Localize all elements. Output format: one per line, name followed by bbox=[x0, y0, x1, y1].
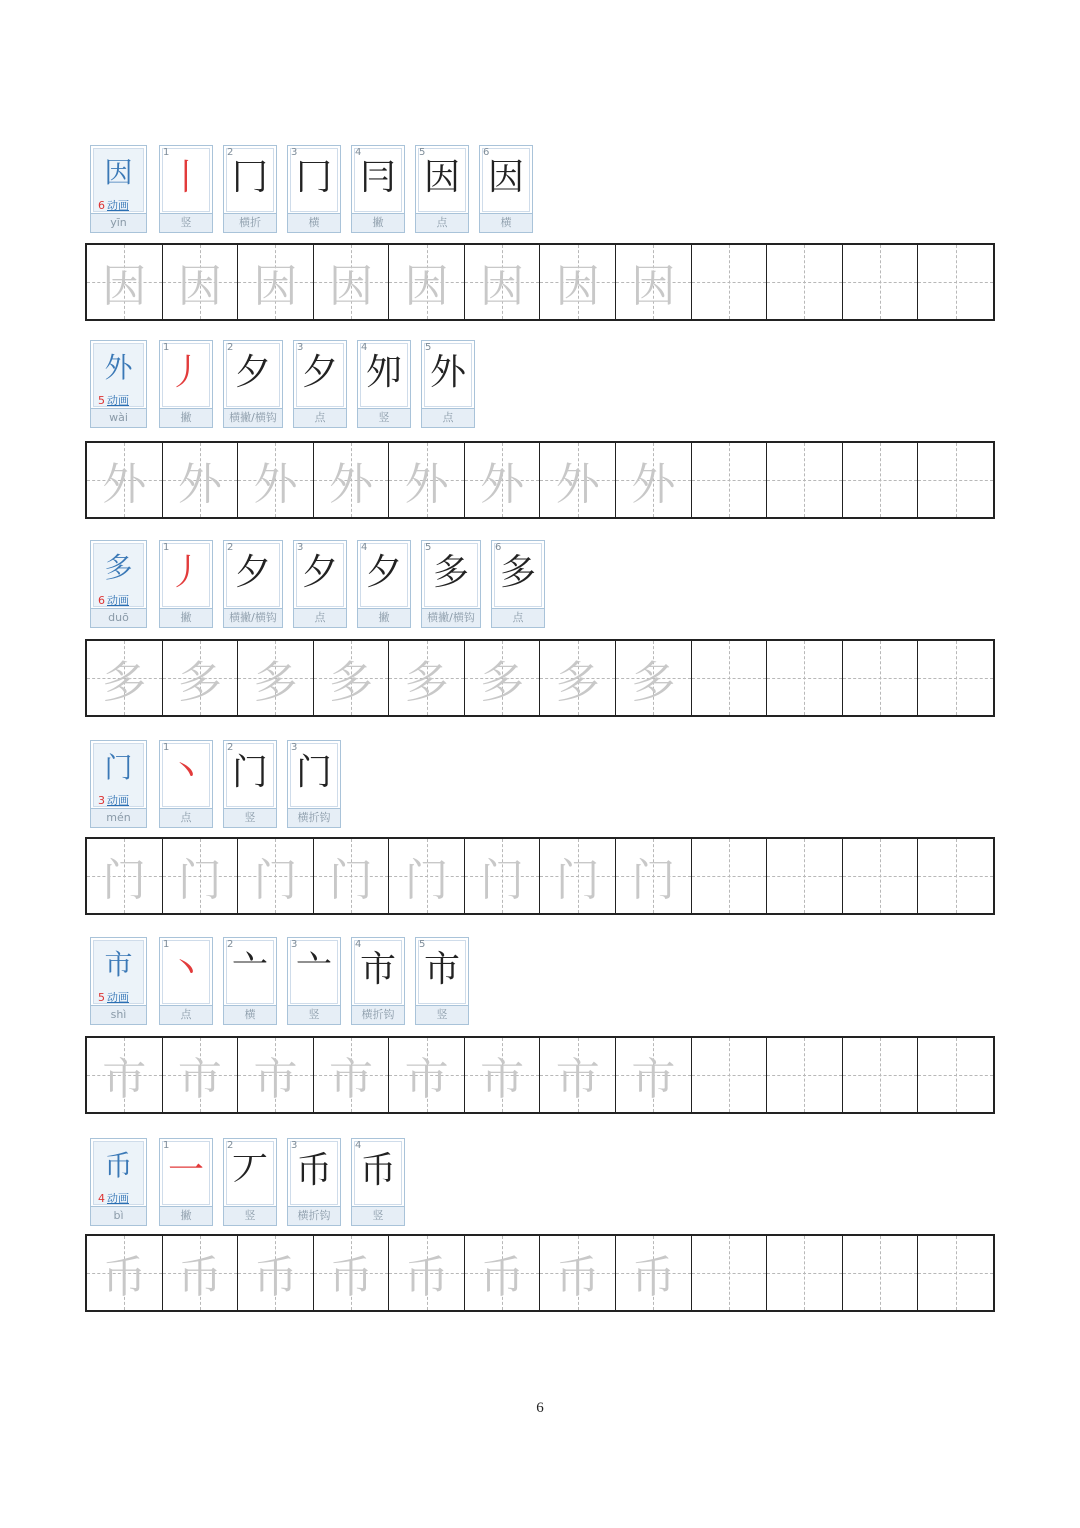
stroke-name-label: 横折钩 bbox=[288, 1206, 340, 1225]
stroke-step-number: 1 bbox=[163, 342, 170, 353]
trace-glyph: 市 bbox=[329, 1054, 374, 1105]
stroke-count bbox=[98, 989, 129, 1005]
practice-cell[interactable] bbox=[918, 443, 993, 517]
practice-cell[interactable] bbox=[692, 641, 768, 715]
practice-grid bbox=[85, 837, 995, 915]
stroke-step-number: 6 bbox=[495, 542, 502, 553]
stroke-count-number: 6 bbox=[98, 594, 105, 607]
practice-cell[interactable] bbox=[918, 1236, 993, 1310]
stroke-step-card bbox=[159, 937, 213, 1025]
stroke-step-card bbox=[223, 540, 283, 628]
stroke-step-glyph: 夘 bbox=[365, 352, 402, 393]
practice-cell[interactable] bbox=[87, 1038, 163, 1112]
practice-cell[interactable] bbox=[843, 1236, 919, 1310]
stroke-step-glyph: 丆 bbox=[231, 1150, 268, 1191]
trace-glyph: 外 bbox=[177, 459, 222, 510]
trace-glyph: 外 bbox=[480, 459, 525, 510]
practice-grid bbox=[85, 441, 995, 519]
stroke-step-number: 3 bbox=[297, 342, 304, 353]
practice-cell[interactable] bbox=[540, 1236, 616, 1310]
stroke-name-label: 横撇/横钩 bbox=[422, 608, 480, 627]
stroke-name-label: 横折钩 bbox=[288, 808, 340, 827]
stroke-step-glyph: 门 bbox=[231, 752, 268, 793]
trace-glyph: 因 bbox=[102, 261, 147, 312]
stroke-step-number: 1 bbox=[163, 147, 170, 158]
character-card-body bbox=[93, 343, 144, 407]
stroke-step-glyph: 夕 bbox=[234, 352, 271, 393]
stroke-step-card bbox=[287, 740, 341, 828]
stroke-count-number: 4 bbox=[98, 1192, 105, 1205]
stroke-name-label: 点 bbox=[160, 808, 212, 827]
stroke-step-card bbox=[159, 740, 213, 828]
trace-glyph: 多 bbox=[329, 657, 374, 708]
stroke-step-number: 1 bbox=[163, 1140, 170, 1151]
stroke-name-label: 横折钩 bbox=[352, 1005, 404, 1024]
stroke-step-card bbox=[357, 540, 411, 628]
trace-glyph: 外 bbox=[555, 459, 600, 510]
trace-glyph: 门 bbox=[253, 855, 298, 906]
practice-cell[interactable] bbox=[767, 443, 843, 517]
stroke-step-glyph: 多 bbox=[499, 552, 536, 593]
practice-cell[interactable] bbox=[389, 443, 465, 517]
practice-cell[interactable] bbox=[87, 443, 163, 517]
trace-glyph: 外 bbox=[253, 459, 298, 510]
trace-glyph: 币 bbox=[102, 1252, 147, 1303]
stroke-step-card bbox=[159, 340, 213, 428]
trace-glyph: 多 bbox=[631, 657, 676, 708]
stroke-step-number: 4 bbox=[361, 342, 368, 353]
stroke-step-card bbox=[293, 540, 347, 628]
practice-cell[interactable] bbox=[163, 1236, 239, 1310]
practice-cell[interactable] bbox=[616, 1038, 692, 1112]
trace-glyph: 因 bbox=[404, 261, 449, 312]
character-glyph: 外 bbox=[104, 351, 133, 384]
stroke-step-number: 5 bbox=[425, 542, 432, 553]
character-glyph: 多 bbox=[104, 551, 133, 584]
practice-grid bbox=[85, 639, 995, 717]
practice-grid bbox=[85, 1234, 995, 1312]
character-glyph: 门 bbox=[104, 751, 133, 784]
practice-cell[interactable] bbox=[767, 839, 843, 913]
stroke-count bbox=[98, 197, 129, 213]
practice-cell[interactable] bbox=[465, 839, 541, 913]
practice-cell[interactable] bbox=[540, 245, 616, 319]
stroke-step-number: 5 bbox=[425, 342, 432, 353]
stroke-name-label: 点 bbox=[492, 608, 544, 627]
practice-cell[interactable] bbox=[465, 1236, 541, 1310]
practice-cell[interactable] bbox=[616, 1236, 692, 1310]
stroke-count-number: 3 bbox=[98, 794, 105, 807]
trace-glyph: 外 bbox=[404, 459, 449, 510]
stroke-step-number: 3 bbox=[297, 542, 304, 553]
character-card[interactable] bbox=[90, 340, 147, 428]
stroke-step-card bbox=[479, 145, 533, 233]
practice-cell[interactable] bbox=[767, 641, 843, 715]
practice-cell[interactable] bbox=[767, 245, 843, 319]
stroke-count-number: 5 bbox=[98, 394, 105, 407]
stroke-step-number: 4 bbox=[355, 147, 362, 158]
stroke-name-label: 横撇/横钩 bbox=[224, 608, 282, 627]
stroke-step-glyph: 因 bbox=[487, 157, 524, 198]
stroke-step-card bbox=[159, 1138, 213, 1226]
trace-glyph: 因 bbox=[253, 261, 298, 312]
practice-cell[interactable] bbox=[692, 245, 768, 319]
stroke-step-body bbox=[226, 543, 280, 607]
stroke-step-number: 5 bbox=[419, 939, 426, 950]
stroke-step-number: 3 bbox=[291, 147, 298, 158]
trace-glyph: 多 bbox=[253, 657, 298, 708]
practice-cell[interactable] bbox=[238, 1038, 314, 1112]
pinyin-label: yīn bbox=[91, 213, 146, 232]
stroke-step-card bbox=[287, 937, 341, 1025]
practice-cell[interactable] bbox=[314, 443, 390, 517]
stroke-step-number: 2 bbox=[227, 939, 234, 950]
stroke-step-number: 4 bbox=[361, 542, 368, 553]
pinyin-label: bì bbox=[91, 1206, 146, 1225]
practice-cell[interactable] bbox=[692, 443, 768, 517]
stroke-name-label: 点 bbox=[294, 608, 346, 627]
practice-cell[interactable] bbox=[163, 839, 239, 913]
stroke-name-label: 点 bbox=[422, 408, 474, 427]
stroke-step-glyph: 币 bbox=[359, 1150, 396, 1191]
stroke-step-card bbox=[159, 540, 213, 628]
stroke-step-glyph: 冂 bbox=[295, 157, 332, 198]
practice-cell[interactable] bbox=[918, 641, 993, 715]
trace-glyph: 市 bbox=[253, 1054, 298, 1105]
trace-glyph: 市 bbox=[102, 1054, 147, 1105]
stroke-name-label: 撇 bbox=[160, 608, 212, 627]
stroke-step-card bbox=[287, 1138, 341, 1226]
practice-cell[interactable] bbox=[692, 1236, 768, 1310]
practice-cell[interactable] bbox=[238, 245, 314, 319]
practice-cell[interactable] bbox=[843, 839, 919, 913]
character-glyph: 因 bbox=[104, 156, 133, 189]
stroke-step-body bbox=[226, 343, 280, 407]
practice-cell[interactable] bbox=[163, 443, 239, 517]
practice-cell[interactable] bbox=[540, 443, 616, 517]
practice-cell[interactable] bbox=[238, 443, 314, 517]
stroke-step-glyph: 多 bbox=[432, 552, 469, 593]
stroke-name-label: 撇 bbox=[352, 213, 404, 232]
stroke-name-label: 竖 bbox=[160, 213, 212, 232]
stroke-step-number: 2 bbox=[227, 1140, 234, 1151]
trace-glyph: 币 bbox=[404, 1252, 449, 1303]
stroke-step-number: 3 bbox=[291, 939, 298, 950]
stroke-step-number: 3 bbox=[291, 1140, 298, 1151]
stroke-step-glyph: 亠 bbox=[231, 949, 268, 990]
stroke-step-glyph: 丨 bbox=[167, 157, 204, 198]
stroke-step-card bbox=[421, 540, 481, 628]
stroke-step-number: 1 bbox=[163, 939, 170, 950]
practice-cell[interactable] bbox=[843, 1038, 919, 1112]
stroke-step-glyph: 丿 bbox=[167, 352, 204, 393]
practice-grid bbox=[85, 1036, 995, 1114]
stroke-step-glyph: 外 bbox=[429, 352, 466, 393]
practice-cell[interactable] bbox=[843, 641, 919, 715]
stroke-name-label: 横 bbox=[480, 213, 532, 232]
animation-link[interactable]: 动画 bbox=[107, 394, 129, 407]
character-card[interactable] bbox=[90, 1138, 147, 1226]
practice-cell[interactable] bbox=[465, 641, 541, 715]
character-card-body bbox=[93, 1141, 144, 1205]
stroke-step-card bbox=[287, 145, 341, 233]
trace-glyph: 币 bbox=[631, 1252, 676, 1303]
stroke-name-label: 撇 bbox=[160, 1206, 212, 1225]
character-card-body bbox=[93, 148, 144, 212]
character-section bbox=[0, 740, 1080, 832]
practice-cell[interactable] bbox=[87, 1236, 163, 1310]
character-card[interactable] bbox=[90, 937, 147, 1025]
practice-cell[interactable] bbox=[238, 1236, 314, 1310]
animation-link[interactable]: 动画 bbox=[107, 594, 129, 607]
practice-cell[interactable] bbox=[843, 443, 919, 517]
stroke-name-label: 点 bbox=[416, 213, 468, 232]
practice-cell[interactable] bbox=[87, 641, 163, 715]
trace-glyph: 币 bbox=[329, 1252, 374, 1303]
practice-cell[interactable] bbox=[238, 839, 314, 913]
trace-glyph: 因 bbox=[329, 261, 374, 312]
stroke-count-number: 5 bbox=[98, 991, 105, 1004]
trace-glyph: 门 bbox=[177, 855, 222, 906]
stroke-step-glyph: 一 bbox=[167, 1150, 204, 1191]
stroke-name-label: 横撇/横钩 bbox=[224, 408, 282, 427]
stroke-step-number: 2 bbox=[227, 742, 234, 753]
stroke-step-number: 2 bbox=[227, 147, 234, 158]
practice-cell[interactable] bbox=[767, 1038, 843, 1112]
practice-cell[interactable] bbox=[465, 1038, 541, 1112]
pinyin-label: duō bbox=[91, 608, 146, 627]
practice-cell[interactable] bbox=[87, 839, 163, 913]
practice-cell[interactable] bbox=[238, 641, 314, 715]
character-section bbox=[0, 540, 1080, 632]
pinyin-label: shì bbox=[91, 1005, 146, 1024]
trace-glyph: 门 bbox=[329, 855, 374, 906]
stroke-step-card bbox=[351, 145, 405, 233]
stroke-step-glyph: 市 bbox=[359, 949, 396, 990]
trace-glyph: 市 bbox=[480, 1054, 525, 1105]
animation-link[interactable]: 动画 bbox=[107, 199, 129, 212]
stroke-step-number: 1 bbox=[163, 542, 170, 553]
character-glyph: 币 bbox=[104, 1149, 133, 1182]
character-card[interactable] bbox=[90, 145, 147, 233]
practice-cell[interactable] bbox=[692, 839, 768, 913]
stroke-name-label: 竖 bbox=[224, 808, 276, 827]
practice-cell[interactable] bbox=[163, 245, 239, 319]
stroke-step-card bbox=[491, 540, 545, 628]
stroke-name-label: 横 bbox=[224, 1005, 276, 1024]
trace-glyph: 市 bbox=[177, 1054, 222, 1105]
practice-cell[interactable] bbox=[314, 1236, 390, 1310]
stroke-step-card bbox=[223, 1138, 277, 1226]
character-section bbox=[0, 937, 1080, 1029]
practice-cell[interactable] bbox=[389, 839, 465, 913]
stroke-step-card bbox=[223, 145, 277, 233]
practice-cell[interactable] bbox=[163, 641, 239, 715]
trace-glyph: 币 bbox=[177, 1252, 222, 1303]
stroke-count bbox=[98, 392, 129, 408]
stroke-step-glyph: 丶 bbox=[167, 949, 204, 990]
stroke-step-glyph: 因 bbox=[423, 157, 460, 198]
character-section bbox=[0, 340, 1080, 432]
practice-cell[interactable] bbox=[314, 1038, 390, 1112]
trace-glyph: 因 bbox=[555, 261, 600, 312]
practice-cell[interactable] bbox=[918, 245, 993, 319]
trace-glyph: 外 bbox=[631, 459, 676, 510]
stroke-count bbox=[98, 592, 129, 608]
character-section bbox=[0, 145, 1080, 237]
stroke-step-number: 4 bbox=[355, 939, 362, 950]
stroke-count bbox=[98, 1190, 129, 1206]
stroke-step-glyph: 丿 bbox=[167, 552, 204, 593]
stroke-step-card bbox=[223, 340, 283, 428]
stroke-step-glyph: 冂 bbox=[231, 157, 268, 198]
trace-glyph: 外 bbox=[329, 459, 374, 510]
stroke-step-card bbox=[351, 1138, 405, 1226]
stroke-step-card bbox=[357, 340, 411, 428]
practice-cell[interactable] bbox=[465, 245, 541, 319]
stroke-step-glyph: 夕 bbox=[234, 552, 271, 593]
practice-cell[interactable] bbox=[314, 641, 390, 715]
practice-cell[interactable] bbox=[540, 1038, 616, 1112]
trace-glyph: 币 bbox=[555, 1252, 600, 1303]
stroke-name-label: 撇 bbox=[358, 608, 410, 627]
practice-cell[interactable] bbox=[389, 1236, 465, 1310]
trace-glyph: 门 bbox=[480, 855, 525, 906]
stroke-step-card bbox=[159, 145, 213, 233]
stroke-step-glyph: 夕 bbox=[301, 352, 338, 393]
character-card[interactable] bbox=[90, 540, 147, 628]
stroke-step-glyph: 冃 bbox=[359, 157, 396, 198]
stroke-name-label: 撇 bbox=[160, 408, 212, 427]
animation-link[interactable]: 动画 bbox=[107, 991, 129, 1004]
practice-cell[interactable] bbox=[314, 839, 390, 913]
page-number: 6 bbox=[536, 1400, 544, 1416]
stroke-name-label: 竖 bbox=[288, 1005, 340, 1024]
stroke-step-card bbox=[293, 340, 347, 428]
stroke-step-glyph: 币 bbox=[295, 1150, 332, 1191]
stroke-name-label: 竖 bbox=[358, 408, 410, 427]
stroke-step-glyph: 夕 bbox=[365, 552, 402, 593]
stroke-step-card bbox=[415, 145, 469, 233]
stroke-name-label: 竖 bbox=[352, 1206, 404, 1225]
practice-cell[interactable] bbox=[918, 839, 993, 913]
stroke-step-card bbox=[223, 937, 277, 1025]
stroke-step-card bbox=[421, 340, 475, 428]
stroke-step-number: 5 bbox=[419, 147, 426, 158]
stroke-step-card bbox=[351, 937, 405, 1025]
stroke-name-label: 点 bbox=[294, 408, 346, 427]
stroke-step-glyph: 市 bbox=[423, 949, 460, 990]
practice-cell[interactable] bbox=[389, 641, 465, 715]
stroke-step-number: 2 bbox=[227, 342, 234, 353]
trace-glyph: 多 bbox=[177, 657, 222, 708]
trace-glyph: 多 bbox=[555, 657, 600, 708]
pinyin-label: mén bbox=[91, 808, 146, 827]
trace-glyph: 因 bbox=[177, 261, 222, 312]
trace-glyph: 市 bbox=[404, 1054, 449, 1105]
character-glyph: 市 bbox=[104, 948, 133, 981]
stroke-step-glyph: 门 bbox=[295, 752, 332, 793]
trace-glyph: 门 bbox=[404, 855, 449, 906]
practice-cell[interactable] bbox=[163, 1038, 239, 1112]
practice-cell[interactable] bbox=[87, 245, 163, 319]
stroke-name-label: 竖 bbox=[416, 1005, 468, 1024]
practice-cell[interactable] bbox=[843, 245, 919, 319]
stroke-count bbox=[98, 792, 129, 808]
stroke-step-glyph: 丶 bbox=[167, 752, 204, 793]
practice-cell[interactable] bbox=[616, 839, 692, 913]
character-section bbox=[0, 1138, 1080, 1230]
animation-link[interactable]: 动画 bbox=[107, 794, 129, 807]
practice-cell[interactable] bbox=[389, 1038, 465, 1112]
stroke-step-number: 4 bbox=[355, 1140, 362, 1151]
practice-cell[interactable] bbox=[767, 1236, 843, 1310]
animation-link[interactable]: 动画 bbox=[107, 1192, 129, 1205]
trace-glyph: 因 bbox=[480, 261, 525, 312]
character-card-body bbox=[93, 743, 144, 807]
pinyin-label: wài bbox=[91, 408, 146, 427]
practice-cell[interactable] bbox=[540, 839, 616, 913]
stroke-name-label: 点 bbox=[160, 1005, 212, 1024]
trace-glyph: 市 bbox=[555, 1054, 600, 1105]
trace-glyph: 外 bbox=[102, 459, 147, 510]
stroke-name-label: 横 bbox=[288, 213, 340, 232]
trace-glyph: 门 bbox=[555, 855, 600, 906]
trace-glyph: 门 bbox=[631, 855, 676, 906]
stroke-step-glyph: 夕 bbox=[301, 552, 338, 593]
stroke-step-number: 3 bbox=[291, 742, 298, 753]
trace-glyph: 市 bbox=[631, 1054, 676, 1105]
practice-cell[interactable] bbox=[540, 641, 616, 715]
trace-glyph: 多 bbox=[480, 657, 525, 708]
trace-glyph: 门 bbox=[102, 855, 147, 906]
trace-glyph: 因 bbox=[631, 261, 676, 312]
trace-glyph: 币 bbox=[480, 1252, 525, 1303]
trace-glyph: 币 bbox=[253, 1252, 298, 1303]
stroke-step-number: 1 bbox=[163, 742, 170, 753]
stroke-step-body bbox=[424, 543, 478, 607]
practice-cell[interactable] bbox=[692, 1038, 768, 1112]
practice-cell[interactable] bbox=[389, 245, 465, 319]
stroke-name-label: 横折 bbox=[224, 213, 276, 232]
trace-glyph: 多 bbox=[404, 657, 449, 708]
trace-glyph: 多 bbox=[102, 657, 147, 708]
practice-cell[interactable] bbox=[465, 443, 541, 517]
practice-grid bbox=[85, 243, 995, 321]
practice-cell[interactable] bbox=[918, 1038, 993, 1112]
stroke-step-number: 2 bbox=[227, 542, 234, 553]
practice-cell[interactable] bbox=[616, 641, 692, 715]
stroke-step-glyph: 亠 bbox=[295, 949, 332, 990]
stroke-name-label: 竖 bbox=[224, 1206, 276, 1225]
stroke-step-card bbox=[415, 937, 469, 1025]
practice-cell[interactable] bbox=[616, 443, 692, 517]
practice-cell[interactable] bbox=[616, 245, 692, 319]
stroke-step-number: 6 bbox=[483, 147, 490, 158]
practice-cell[interactable] bbox=[314, 245, 390, 319]
stroke-count-number: 6 bbox=[98, 199, 105, 212]
stroke-step-card bbox=[223, 740, 277, 828]
character-card[interactable] bbox=[90, 740, 147, 828]
character-card-body bbox=[93, 940, 144, 1004]
character-card-body bbox=[93, 543, 144, 607]
